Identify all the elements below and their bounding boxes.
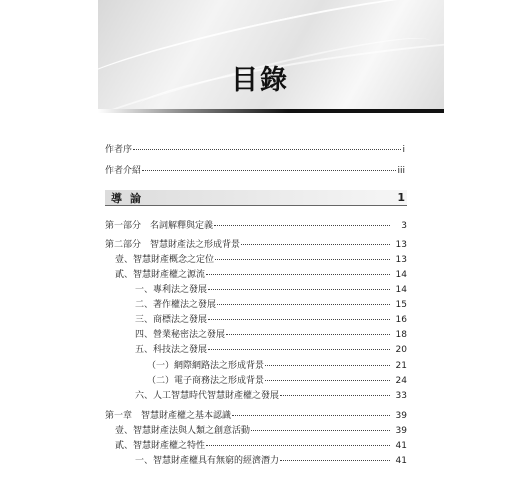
chapter-heading[interactable]: [105, 190, 407, 205]
toc-entry[interactable]: [105, 218, 407, 232]
toc-entry[interactable]: [105, 237, 407, 251]
dot-leader: [217, 295, 390, 305]
toc-entry-page: 13: [395, 255, 407, 265]
toc-entry-label: 一、專利法之發展: [135, 285, 208, 295]
dot-leader: [251, 421, 390, 431]
toc-entry[interactable]: [105, 408, 407, 422]
dot-leader: [280, 451, 390, 461]
toc-entry[interactable]: [135, 282, 407, 296]
toc-entry[interactable]: [115, 423, 407, 437]
toc-entry-page: 3: [401, 221, 407, 231]
toc-entry[interactable]: [115, 438, 407, 452]
toc-entry-page: 39: [395, 411, 407, 421]
dot-leader: [280, 386, 390, 396]
dot-leader: [142, 161, 396, 171]
toc-entry[interactable]: [135, 388, 407, 402]
toc-entry[interactable]: [135, 297, 407, 311]
dot-leader: [241, 235, 390, 245]
toc-entry-page: 41: [395, 441, 407, 451]
toc-entry-label: 壹、智慧財產概念之定位: [115, 255, 215, 265]
toc-entry-page: 14: [395, 270, 407, 280]
dot-leader: [265, 356, 390, 366]
toc-entry-page: iii: [397, 166, 405, 176]
toc-entry-label: 第一部分 名詞解釋與定義: [105, 221, 214, 231]
toc-entry-label: 四、營業秘密法之發展: [135, 330, 226, 340]
dot-leader: [206, 265, 390, 275]
toc-entry-author[interactable]: [105, 163, 405, 177]
toc-entry-label: 一、智慧財產權具有無窮的經濟潛力: [135, 456, 280, 466]
chapter-label: 導論: [111, 191, 149, 205]
toc-entry-page: 21: [395, 361, 407, 371]
toc-entry-label: 作者序: [105, 145, 133, 155]
toc-entry[interactable]: [135, 342, 407, 356]
toc-entry-label: （二）電子商務法之形成背景: [147, 376, 265, 386]
toc-entry[interactable]: [135, 453, 407, 467]
toc-entry-label: 作者介紹: [105, 166, 142, 176]
dot-leader: [214, 216, 390, 226]
dot-leader: [208, 280, 390, 290]
dot-leader: [232, 406, 390, 416]
toc-entry[interactable]: [135, 312, 407, 326]
toc-entry[interactable]: [115, 252, 407, 266]
toc-entry-page: i: [402, 145, 405, 155]
dot-leader: [206, 436, 390, 446]
toc-entry[interactable]: [135, 327, 407, 341]
dot-leader: [208, 310, 390, 320]
toc-entry-label: （一）網際網路法之形成背景: [147, 361, 265, 371]
toc-entry-page: 16: [395, 315, 407, 325]
toc-entry-label: 壹、智慧財產法與人類之創意活動: [115, 426, 251, 436]
toc-entry-page: 33: [395, 391, 407, 401]
toc-entry-label: 三、商標法之發展: [135, 315, 208, 325]
toc-entry[interactable]: [147, 373, 407, 387]
toc-entry[interactable]: [115, 267, 407, 281]
toc-entry-page: 20: [395, 345, 407, 355]
toc-entry-page: 24: [395, 376, 407, 386]
toc-entry-label: 二、著作權法之發展: [135, 300, 217, 310]
toc-entry-page: 14: [395, 285, 407, 295]
toc-entry-page: 39: [395, 426, 407, 436]
toc-entry-page: 15: [395, 300, 407, 310]
title-rule: [98, 109, 444, 113]
toc-entry-page: 13: [395, 240, 407, 250]
toc-entry-label: 第一章 智慧財產權之基本認識: [105, 411, 232, 421]
toc-entry-label: 六、人工智慧時代智慧財產權之發展: [135, 391, 280, 401]
dot-leader: [133, 140, 401, 150]
toc-entry-label: 五、科技法之發展: [135, 345, 208, 355]
chapter-page: 1: [397, 191, 405, 204]
toc-entry-preface[interactable]: [105, 142, 405, 156]
toc-entry-label: 貳、智慧財產權之特性: [115, 441, 206, 451]
toc-entry[interactable]: [147, 358, 407, 372]
toc-entry-label: 貳、智慧財產權之源流: [115, 270, 206, 280]
page-title: 目錄: [231, 65, 289, 96]
toc-entry-page: 41: [395, 456, 407, 466]
toc-entry-label: 第二部分 智慧財產法之形成背景: [105, 240, 241, 250]
dot-leader: [208, 340, 390, 350]
chapter-rule: [105, 205, 407, 206]
toc-entry-page: 18: [395, 330, 407, 340]
dot-leader: [265, 371, 390, 381]
dot-leader: [226, 325, 390, 335]
dot-leader: [215, 250, 390, 260]
